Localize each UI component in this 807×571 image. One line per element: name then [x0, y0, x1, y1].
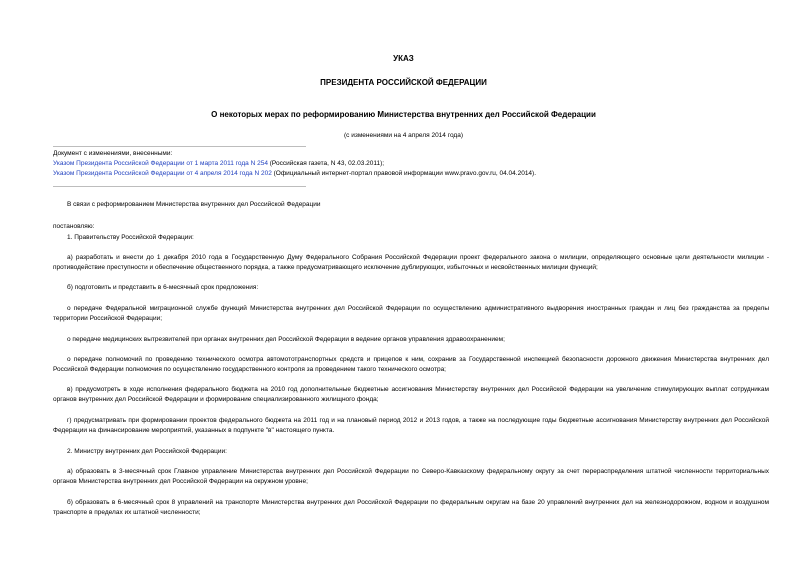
document-title: О некоторых мерах по реформированию Министерства внутренних дел Российской Федерации [211, 110, 596, 119]
amendments-block [53, 149, 773, 179]
amendments-top-rule [53, 146, 306, 147]
paragraph-1a: а) разработать и внести до 1 декабря 2010 года в Государственную Думу Федерального Собрания Российской Федерации проект федерального закона о милиции, определяющего основные цели деятельности милиции - противодействие преступности и обеспечение общественного порядка, а также предусматривающего исключение дублирующих, избыточных и несвойственных милиции функций; [53, 254, 769, 271]
paragraph-1v: в) предусмотреть в ходе исполнения федерального бюджета на 2010 год дополнительные бюджетные ассигнования Министерству внутренних дел Российской Федерации на увеличение стимулирующих выплат сотрудникам органов внутренних дел Российской Федерации и формирование специализированного жилищного фонда; [53, 386, 769, 403]
paragraph-1b-migration: о передаче Федеральной миграционной службе функций Министерства внутренних дел Российской Федерации по осуществлению административного выдворения иностранных граждан и лиц без гражданства за пределы территории Российской Федерации; [53, 305, 769, 322]
document-subtitle: (с изменениями на 4 апреля 2014 года) [343, 132, 463, 139]
title-president: ПРЕЗИДЕНТА РОССИЙСКОЙ ФЕДЕРАЦИИ [320, 78, 487, 87]
paragraph-1b-inspection: о передаче полномочий по проведению технического осмотра автомототранспортных средств и прицепов к ним, сохранив за Государственной инспекцией безопасности дорожного движения Министерства внутренних дел Российской Федерации полномочия по осуществлению государственного контроля за проведением такого технического осмотра; [53, 356, 769, 373]
paragraph-2b: б) образовать в 6-месячный срок 8 управлений на транспорте Министерства внутренних дел Российской Федерации по федеральным округам на базе 20 управлений внутренних дел на железнодорожном, водном и воздушном транспорте в пределах их штатной численности; [53, 499, 769, 516]
paragraph-decree: постановляю: [53, 223, 95, 230]
paragraph-preamble: В связи с реформированием Министерства внутренних дел Российской Федерации [67, 201, 321, 208]
paragraph-1b-medical: о передаче медицинских вытрезвителей при органах внутренних дел Российской Федерации в ведение органов управления здравоохранением; [67, 336, 505, 343]
paragraph-2a: а) образовать в 3-месячный срок Главное управление Министерства внутренних дел Российской Федерации по Северо-Кавказскому федеральному округу за счет перераспределения штатной численности территориальных органов Министерства внутренних дел Российской Федерации на окружном уровне; [53, 468, 769, 485]
amendments-bottom-rule [53, 186, 306, 187]
title-decree: УКАЗ [393, 54, 414, 63]
paragraph-item-2: 2. Министру внутренних дел Российской Федерации: [67, 448, 227, 455]
amendment-source-1: (Российская газета, N 43, 02.03.2011); [267, 160, 385, 167]
amendment-link-2[interactable]: Указом Президента Российской Федерации от 4 апреля 2014 года N 202 [53, 170, 272, 177]
amendment-source-2: (Официальный интернет-портал правовой информации www.pravo.gov.ru, 04.04.2014). [271, 170, 537, 177]
paragraph-1b: б) подготовить и представить в 6-месячный срок предложения: [67, 284, 259, 291]
amendment-item [53, 169, 773, 179]
paragraph-item-1: 1. Правительству Российской Федерации: [67, 234, 194, 241]
amendment-link-1[interactable]: Указом Президента Российской Федерации от 1 марта 2011 года N 254 [53, 160, 268, 167]
amendments-intro: Документ с изменениями, внесенными: [53, 150, 173, 157]
paragraph-1g: г) предусматривать при формировании проектов федерального бюджета на 2011 год и на плановый период 2012 и 2013 годов, а также на последующие годы бюджетные ассигнования Министерству внутренних дел Российской Федерации на финансирование мероприятий, указанных в подпункте "в" настоящего пункта. [53, 417, 769, 434]
amendment-item [53, 159, 773, 169]
